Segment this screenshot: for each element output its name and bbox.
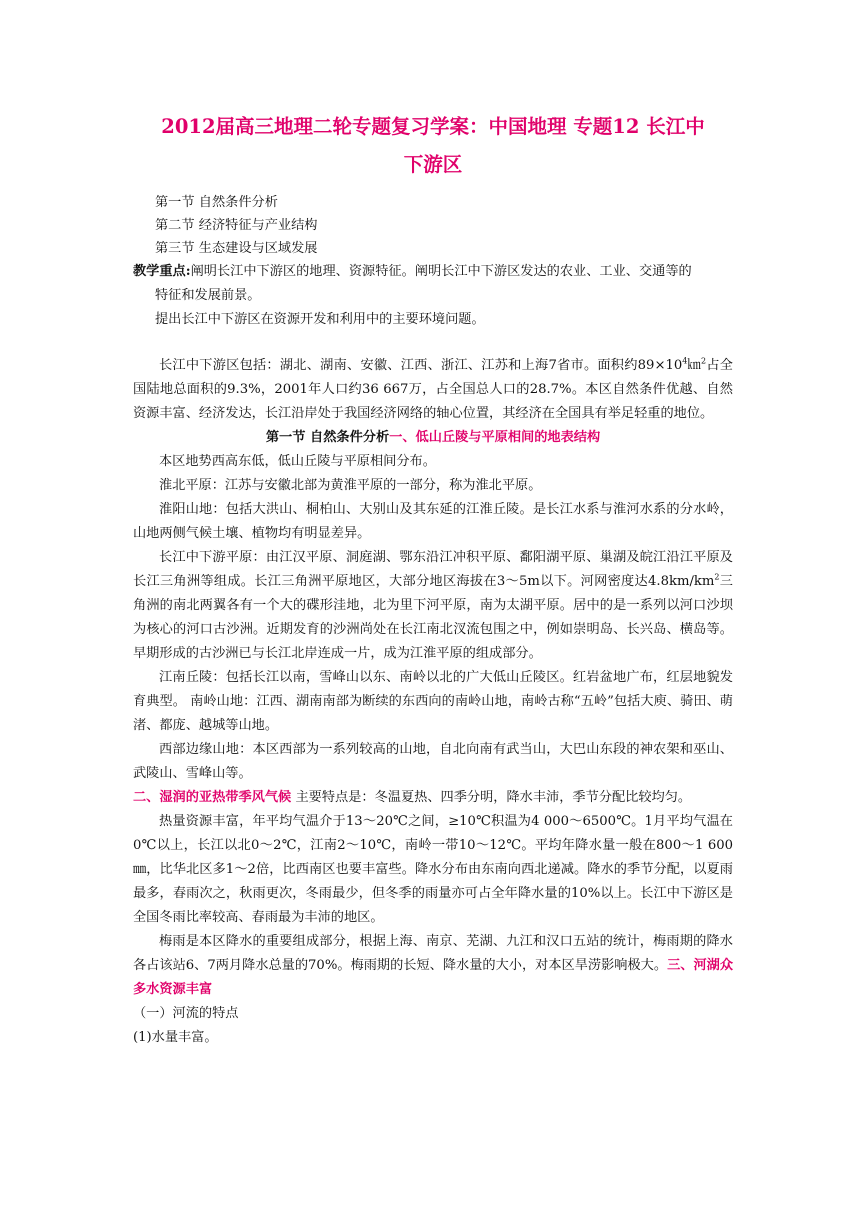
paragraph-jiangnan-hills: 江南丘陵：包括长江以南，雪峰山以东、南岭以北的广大低山丘陵区。红岩盆地广布，红层地貌发育典型。 南岭山地：江西、湖南南部为断续的东西向的南岭山地，南岭古称“五岭”包括大庾、骑田、萌渚、都庞、越城等山地。	[133, 670, 733, 733]
paragraph-western-mountains: 西部边缘山地：本区西部为一系列较高的山地，自北向南有武当山，大巴山东段的神农架和巫山、武陵山、雪峰山等。	[133, 742, 733, 781]
document-title	[133, 108, 733, 184]
paragraph-huaiyang-mountains: 淮阳山地：包括大洪山、桐柏山、大别山及其东延的江淮丘陵。是长江水系与淮河水系的分水岭，山地两侧气候土壤、植物均有明显差异。	[133, 502, 733, 541]
teaching-focus-problems: 提出长江中下游区在资源开发和利用中的主要环境问题。	[155, 312, 485, 327]
paragraph-terrain: 本区地势西高东低，低山丘陵与平原相间分布。	[159, 454, 436, 469]
toc-item: 第一节 自然条件分析	[155, 195, 278, 210]
title-line-2: 下游区	[403, 153, 463, 176]
teaching-focus	[133, 260, 733, 284]
subheading-landform: 一、低山丘陵与平原相间的地表结构	[389, 430, 601, 445]
title-line-1: 2012届高三地理二轮专题复习学案：中国地理 专题12 长江中	[161, 115, 705, 138]
spacer	[133, 332, 733, 354]
teaching-focus-text: 阐明长江中下游区的地理、资源特征。阐明长江中下游区发达的农业、工业、交通等的	[190, 264, 692, 279]
section-1-heading: 第一节 自然条件分析一、低山丘陵与平原相间的地表结构	[265, 430, 601, 445]
teaching-focus-cont: 特征和发展前景。	[155, 288, 261, 303]
table-of-contents	[155, 191, 733, 260]
subheading-climate: 二、湿润的亚热带季风气候	[133, 790, 292, 805]
list-item-water-volume: (1)水量丰富。	[133, 1030, 218, 1045]
paragraph-heat-resources: 热量资源丰富，年平均气温介于13～20℃之间，≥10℃积温为4 000～6500℃。1月平均气温在0℃以上，长江以北0～2℃，江南2～10℃，南岭一带10～12℃。平均年降水量一般在800～1 600 ㎜，比华北区多1～2倍，比西南区也要丰富些。降水分布由东南向西北递减。降水的季节分配，以夏雨最多，春雨次之，秋雨更次，冬雨最少，但冬季的雨量亦可占全年降水量的10%以上。长江中下游区是全国冬雨比率较高、春雨最为丰沛的地区。	[133, 814, 733, 925]
paragraph-meiyu: 梅雨是本区降水的重要组成部分，根据上海、南京、芜湖、九江和汉口五站的统计，梅雨期的降水各占该站6、7两月降水总量的70%。梅雨期的长短、降水量的大小，对本区旱涝影响极大。三、河湖众多水资源丰富	[133, 934, 734, 997]
intro-paragraph: 长江中下游区包括：湖北、湖南、安徽、江西、浙江、江苏和上海7省市。面积约$89\times 10^4㎞^2$占全国陆地总面积的9.3%，2001年人口约36 667万，占全国总人口的28.7%。本区自然条件优越、自然资源丰富、经济发达，长江沿岸处于我国经济网络的轴心位置，其经济在全国具有举足轻重的地位。	[133, 356, 733, 421]
teaching-focus-label: 教学重点:	[133, 264, 191, 279]
paragraph-huaibei-plain: 淮北平原：江苏与安徽北部为黄淮平原的一部分，称为淮北平原。	[159, 478, 542, 493]
paragraph-yangtze-plain: 长江中下游平原：由江汉平原、洞庭湖、鄂东沿江冲积平原、鄱阳湖平原、巢湖及皖江沿江平原及长江三角洲等组成。长江三角洲平原地区，大部分地区海拔在3～5m以下。河网密度达$4.8km/km^2$三角洲的南北两翼各有一个大的碟形洼地，北为里下河平原，南为太湖平原。居中的是一系列以河口沙坝为核心的河口古沙洲。近期发育的沙洲尚处在长江南北汊流包围之中，例如崇明岛、长兴岛、横岛等。早期形成的古沙洲已与长江北岸连成一片，成为江淮平原的组成部分。	[133, 550, 733, 661]
heading-river-features: （一）河流的特点	[133, 1006, 239, 1021]
toc-item: 第三节 生态建设与区域发展	[155, 241, 318, 256]
toc-item: 第二节 经济特征与产业结构	[155, 218, 318, 233]
subheading-water: 三、河湖众多水资源丰富	[133, 958, 734, 997]
document-page	[133, 108, 733, 1050]
paragraph-climate: 二、湿润的亚热带季风气候 主要特点是：冬温夏热、四季分明，降水丰沛，季节分配比较均匀。	[133, 790, 692, 805]
